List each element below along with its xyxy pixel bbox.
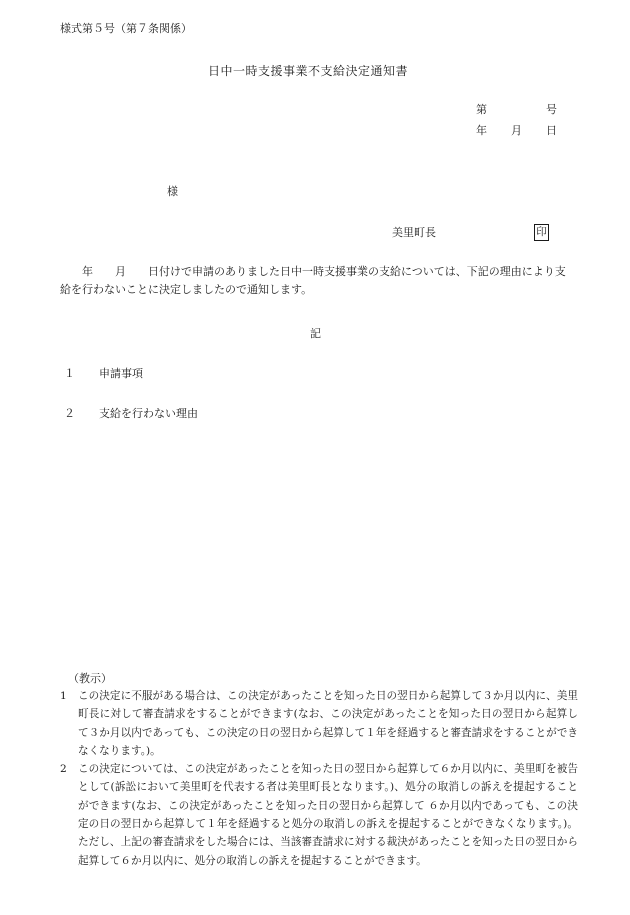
instruction-number: 1 [60,690,67,702]
instruction-item [60,687,578,760]
instruction-number: 2 [60,763,67,776]
date-day: 日 [546,124,557,137]
number-go: 号 [546,103,557,116]
instruction-text: この決定については、この決定があったことを知った日の翌日から起算して６か月以内に、美里町を被告として(訴訟において美里町を代表する者は美里町長となります。)、処分の取消しの訴えを提起することができます(なお、この決定があったことを知った日の翌日から起算して ６か月以内であっても、この決定の日の翌日から起算して１年を経過すると処分の取消しの訴えを提起することができなくなります。)。ただし、上記の審査請求をした場合には、当該審査請求に対する裁決があったことを知った日の翌日から起算して６か月以内に、処分の取消しの訴えを提起することができます。 [78,763,578,867]
instruction-text: この決定に不服がある場合は、この決定があったことを知った日の翌日から起算して３か月以内に、美里町長に対して審査請求をすることができます(なお、この決定があったことを知った日の翌日から起算して３か月以内であっても、この決定の日の翌日から起算して１年を経過すると審査請求をすることができなくなります。)。 [78,690,578,757]
issuer-name: 美里町長 [392,226,436,239]
form-label: 様式第５号（第７条関係） [60,22,192,35]
date-year: 年 [476,124,487,137]
instruction-heading: （教示） [68,672,112,685]
instruction-item [60,760,578,870]
item-1 [64,367,143,380]
item-number: １ [64,367,75,380]
date-month: 月 [511,124,522,137]
body-paragraph: 年 月 日付けで申請のありました日中一時支援事業の支給については、下記の理由により支給を行わないことに決定しましたので通知します。 [60,265,566,296]
instruction-list [60,687,578,870]
ki-heading: 記 [310,327,321,340]
item-2 [64,407,198,420]
seal-mark: 印 [534,224,549,241]
document-title: 日中一時支援事業不支給決定通知書 [208,64,409,78]
item-label: 支給を行わない理由 [99,407,198,420]
item-label: 申請事項 [99,367,143,380]
addressee-suffix: 様 [167,185,178,198]
item-number: ２ [64,407,75,420]
number-dai: 第 [476,103,487,116]
